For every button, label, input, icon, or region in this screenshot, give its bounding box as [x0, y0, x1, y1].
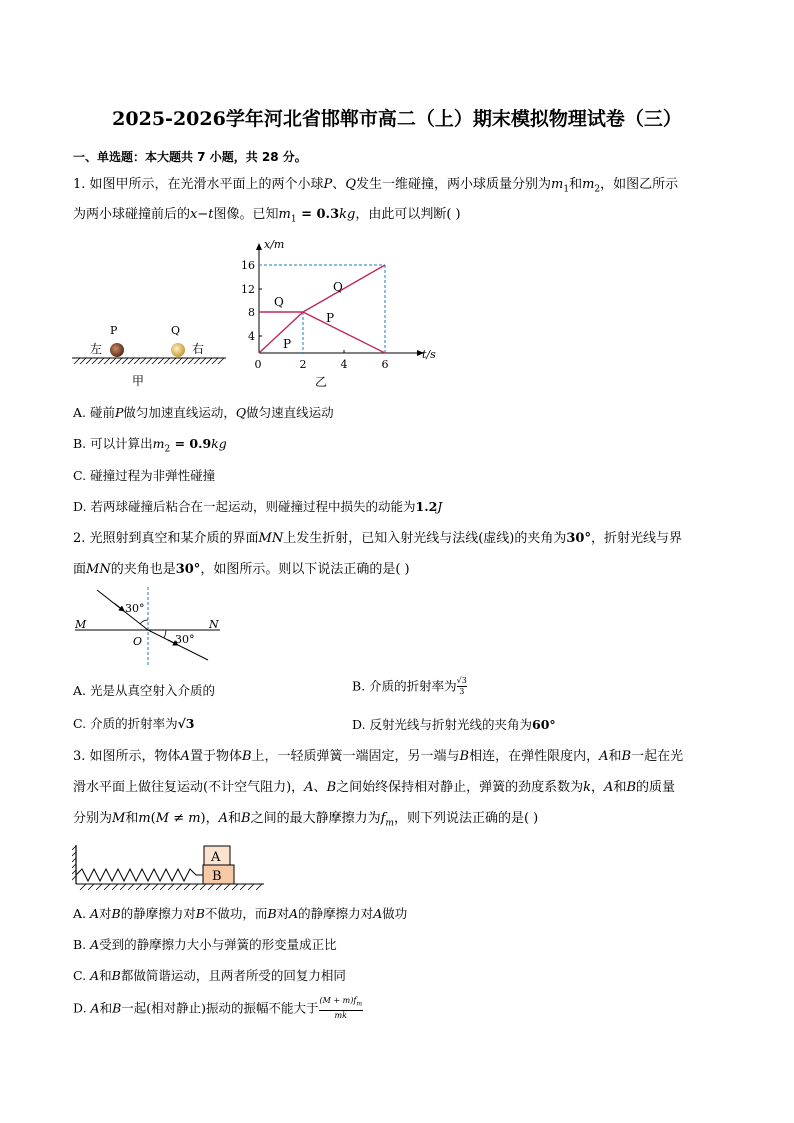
incident-angle-label: 30° — [125, 602, 145, 615]
q3-option-a[interactable]: A. A对B的静摩擦力对B不做功，而B对A的静摩擦力对A做功 — [73, 906, 408, 921]
x-tick-4: 4 — [340, 358, 348, 371]
y-tick-12: 12 — [241, 283, 255, 296]
q2-option-c[interactable]: C. 介质的折射率为√3 — [73, 716, 195, 731]
q1-figure-jia — [70, 322, 230, 390]
q3-option-d[interactable]: D. A和B一起(相对静止)振动的振幅不能大于 $\frac{(M + m)f_m}{mk}$ — [73, 996, 363, 1020]
spring — [76, 869, 203, 881]
ball-q — [171, 343, 185, 357]
q1-option-c[interactable]: C. 碰撞过程为非弹性碰撞 — [73, 468, 216, 483]
section-heading: 一、单选题：本大题共 7 小题，共 28 分。 — [73, 150, 307, 164]
p-after-line — [303, 312, 385, 353]
q2-line-1: 2. 光照射到真空和某介质的界面MN上发生折射，已知入射光线与法线(虚线)的夹角为30°，折射光线与界 — [73, 531, 682, 546]
y-tick-8: 8 — [248, 306, 255, 319]
q-after-line — [303, 265, 385, 312]
p-after-label: P — [326, 311, 335, 325]
refraction-angle-label: 30° — [175, 633, 195, 646]
p-before-line — [259, 312, 303, 353]
x-tick-labels — [255, 358, 389, 371]
q2-option-b[interactable]: B. 介质的折射率为 $\frac{√3}{3}$ — [352, 676, 467, 696]
point-o-label: O — [133, 635, 143, 648]
guide-dashes — [259, 265, 385, 353]
left-label: 左 — [90, 342, 103, 356]
q2-refraction-figure — [70, 585, 220, 667]
graph-lines — [259, 265, 385, 353]
x-tick-2: 2 — [299, 358, 307, 371]
point-n-label: N — [209, 618, 219, 631]
ball-p — [110, 343, 124, 357]
q1-option-a[interactable]: A. 碰前P做匀加速直线运动，Q做匀速直线运动 — [73, 405, 334, 420]
q3-line-3: 分别为M和m(M ≠ m)，A和B之间的最大静摩擦力为$f_m$，则下列说法正确的是( ) — [73, 811, 539, 829]
x-tick-6: 6 — [381, 358, 389, 371]
right-label: 右 — [192, 342, 205, 356]
incident-angle-arc — [140, 620, 148, 624]
block-b-label: B — [212, 869, 222, 884]
q-after-label: Q — [333, 280, 343, 294]
y-tick-labels — [241, 259, 255, 343]
q1-option-d[interactable]: D. 若两球碰撞后粘合在一起运动，则碰撞过程中损失的动能为1.2J — [73, 499, 443, 514]
q3-spring-figure — [72, 842, 268, 892]
y-tick-4: 4 — [248, 330, 255, 343]
tick-marks — [259, 265, 344, 353]
x-tick-0: 0 — [254, 358, 262, 371]
p-before-label: P — [283, 337, 292, 351]
block-a-label: A — [211, 850, 221, 865]
point-m-label: M — [75, 618, 87, 631]
q2-option-a[interactable]: A. 光是从真空射入介质的 — [73, 683, 215, 698]
q1-figure-yi-xt-graph — [238, 236, 443, 391]
q2-line-2: 面MN的夹角也是30°，如图所示。则以下说法正确的是( ) — [73, 562, 410, 577]
page-title: 2025-2026学年河北省邯郸市高二（上）期末模拟物理试卷（三） — [112, 108, 682, 130]
y-tick-16: 16 — [241, 259, 255, 272]
q2-option-d[interactable]: D. 反射光线与折射光线的夹角为60° — [352, 717, 556, 732]
ball-q-label: Q — [171, 324, 181, 337]
q3-line-1: 3. 如图所示，物体A置于物体B上，一轻质弹簧一端固定，另一端与B相连，在弹性限度内，A和B一起在光 — [73, 749, 684, 764]
q1-option-b[interactable]: B. 可以计算出$m_2 = 0.9kg$ — [73, 436, 227, 455]
ground-hatch — [74, 358, 224, 364]
figure-yi-caption: 乙 — [315, 375, 328, 389]
q3-line-2: 滑水平面上做往复运动(不计空气阻力)，A、B之间始终保持相对静止，弹簧的劲度系数为k，A和B的质量 — [73, 780, 676, 795]
q1-line-2: 为两小球碰撞前后的x−t图像。已知$m_1 = 0.3kg$，由此可以判断( ) — [73, 207, 461, 225]
incident-arrow — [114, 603, 124, 611]
ball-p-label: P — [110, 324, 118, 337]
q3-option-b[interactable]: B. A受到的静摩擦力大小与弹簧的形变量成正比 — [73, 937, 337, 952]
q-before-label: Q — [274, 295, 284, 309]
y-axis-label: x/m — [264, 238, 285, 251]
figure-jia-caption: 甲 — [132, 374, 145, 388]
q3-option-c[interactable]: C. A和B都做简谐运动，且两者所受的回复力相同 — [73, 968, 346, 983]
refraction-angle-arc — [164, 630, 166, 638]
q1-line-1: 1. 如图甲所示，在光滑水平面上的两个小球P、Q发生一维碰撞，两小球质量分别为$m_1$和$m_2$，如图乙所示 — [73, 177, 679, 195]
floor-hatch — [80, 884, 262, 890]
x-axis-label: t/s — [422, 348, 436, 361]
